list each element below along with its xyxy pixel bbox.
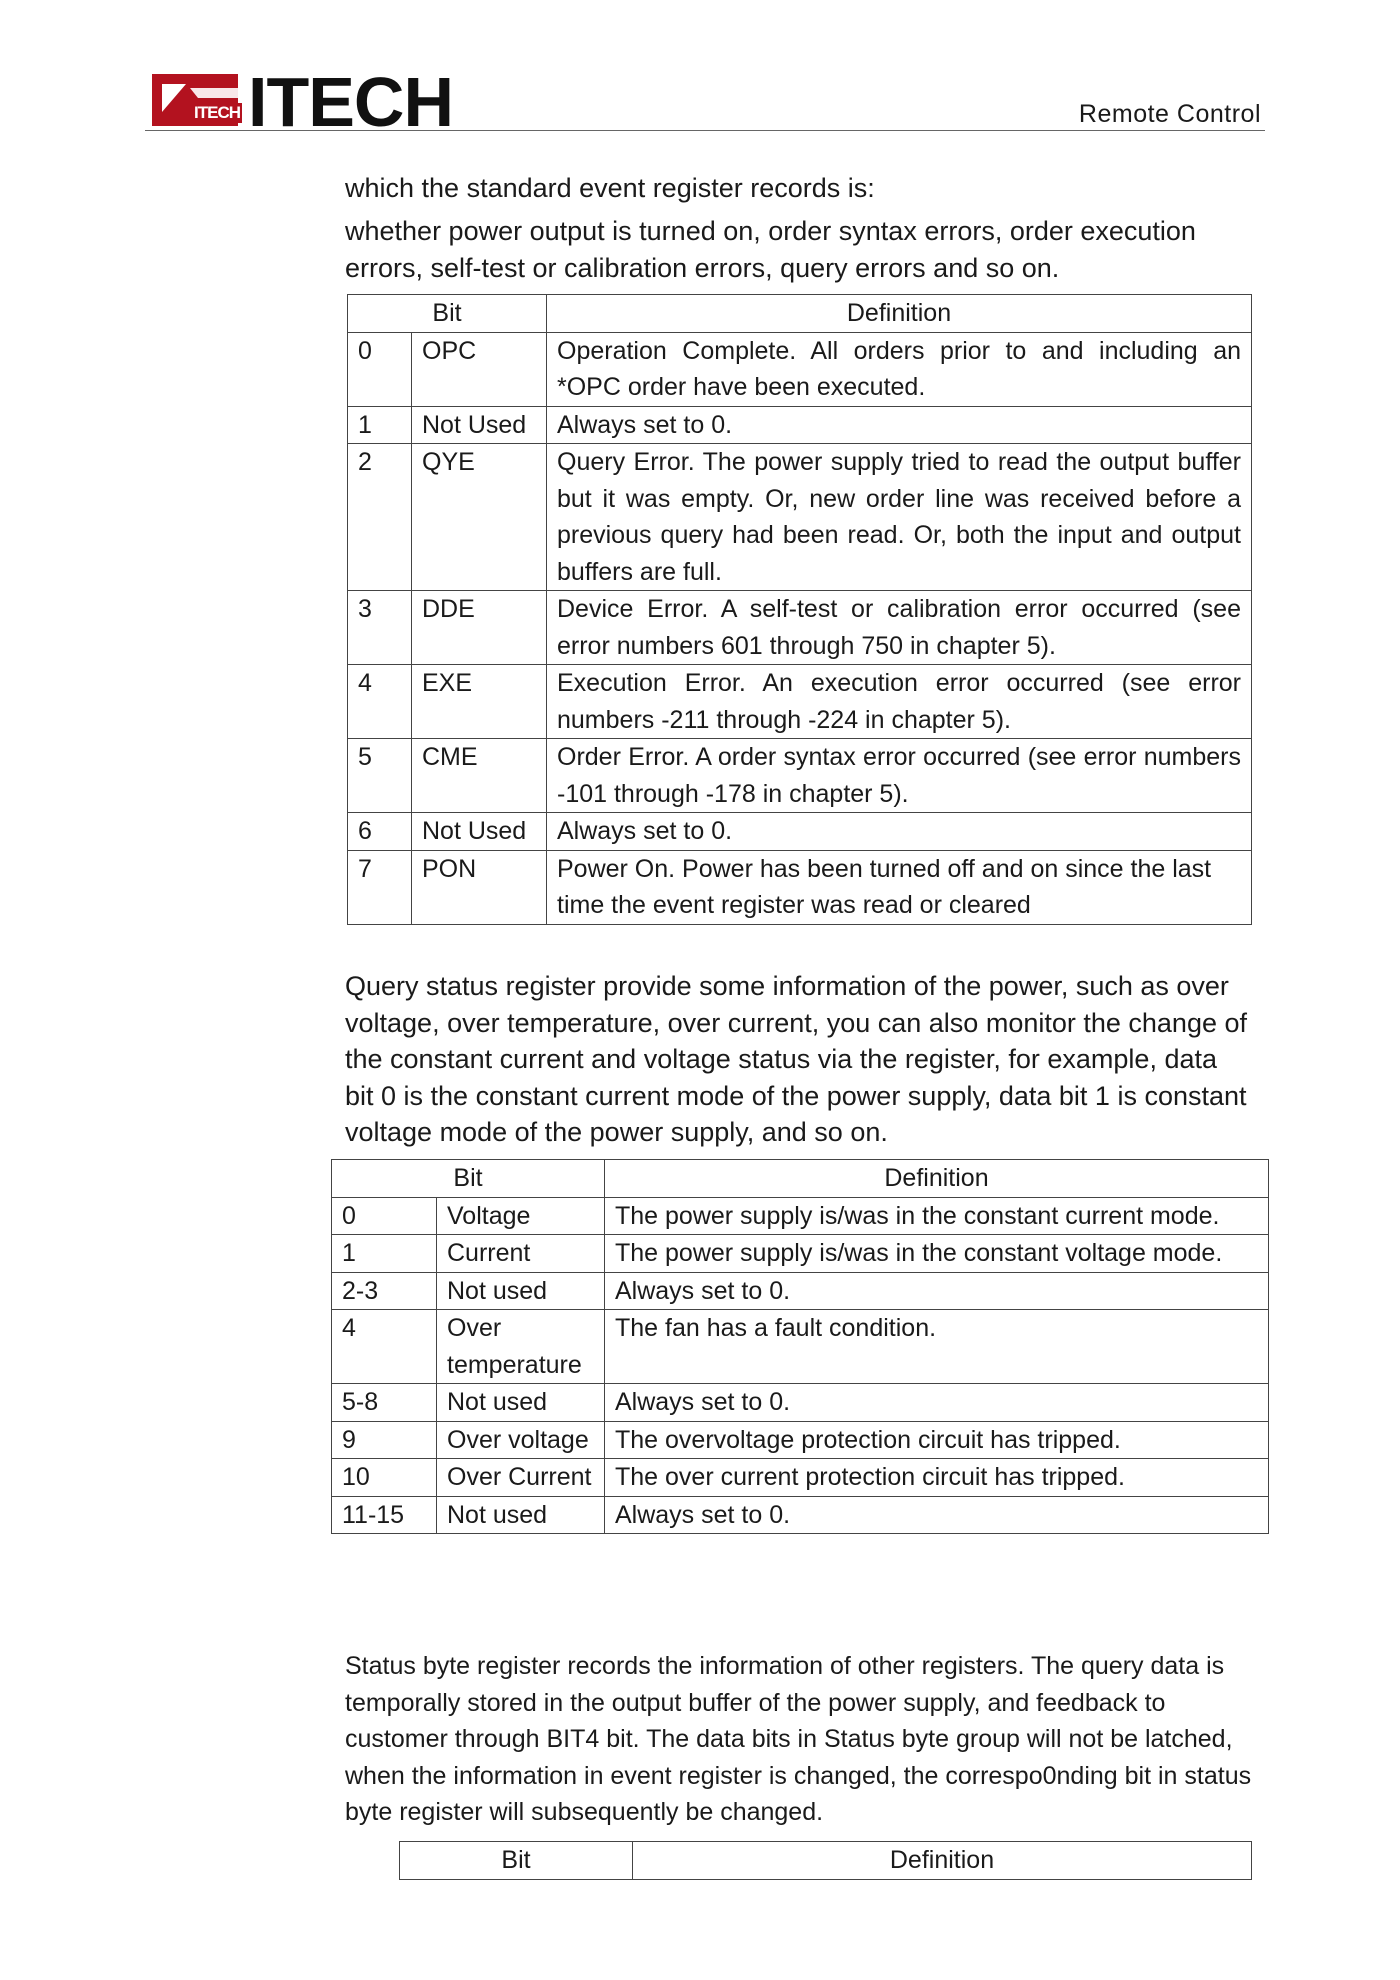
bit-number: 1: [348, 406, 412, 444]
bit-name: Over temperature: [437, 1310, 605, 1384]
bit-number: 5: [348, 739, 412, 813]
bit-definition: The fan has a fault condition.: [605, 1310, 1269, 1384]
header-bit: Bit: [348, 295, 547, 333]
bit-number: 0: [332, 1197, 437, 1235]
table-row: [332, 1496, 1269, 1534]
bit-number: 4: [332, 1310, 437, 1384]
table-row: [332, 1235, 1269, 1273]
bit-definition: Always set to 0.: [605, 1384, 1269, 1422]
bit-name: Not Used: [412, 406, 547, 444]
bit-number: 1: [332, 1235, 437, 1273]
table-header-row: [332, 1160, 1269, 1198]
bit-definition: The overvoltage protection circuit has tripped.: [605, 1421, 1269, 1459]
header-bit: Bit: [332, 1160, 605, 1198]
logo-wordmark: ITECH: [248, 63, 453, 141]
table-row: [348, 591, 1252, 665]
table-row: [348, 444, 1252, 591]
bit-definition: Always set to 0.: [547, 406, 1252, 444]
intro-line-1: which the standard event register records is:: [345, 173, 875, 203]
query-status-register-table: [331, 1159, 1269, 1534]
header-bit: Bit: [400, 1842, 633, 1880]
bit-name: OPC: [412, 332, 547, 406]
bit-number: 2-3: [332, 1272, 437, 1310]
bit-name: EXE: [412, 665, 547, 739]
logo-mark-icon: [152, 74, 238, 126]
table-row: [348, 332, 1252, 406]
bit-definition: Always set to 0.: [547, 813, 1252, 851]
bit-number: 0: [348, 332, 412, 406]
bit-number: 7: [348, 850, 412, 924]
bit-number: 2: [348, 444, 412, 591]
table-row: [332, 1310, 1269, 1384]
bit-definition: Power On. Power has been turned off and on since the last time the event register was read or cleared: [547, 850, 1252, 924]
standard-event-register-table: [347, 294, 1252, 925]
bit-number: 5-8: [332, 1384, 437, 1422]
bit-definition: Device Error. A self-test or calibration error occurred (see error numbers 601 through 750 in chapter 5).: [547, 591, 1252, 665]
table-row: [348, 813, 1252, 851]
table-header-row: [400, 1842, 1252, 1880]
bit-number: 11-15: [332, 1496, 437, 1534]
bit-number: 9: [332, 1421, 437, 1459]
bit-number: 3: [348, 591, 412, 665]
section-title: Remote Control: [1078, 100, 1261, 128]
bit-name: Current: [437, 1235, 605, 1273]
intro-line-2: whether power output is turned on, order syntax errors, order execution errors, self-test or calibration errors, query errors and so on.: [345, 216, 1196, 283]
bit-name: Not used: [437, 1272, 605, 1310]
bit-name: Over Current: [437, 1459, 605, 1497]
table-row: [332, 1459, 1269, 1497]
table-header-row: [348, 295, 1252, 333]
bit-name: CME: [412, 739, 547, 813]
bit-name: Voltage: [437, 1197, 605, 1235]
bit-definition: The power supply is/was in the constant current mode.: [605, 1197, 1269, 1235]
bit-number: 4: [348, 665, 412, 739]
bit-definition: Operation Complete. All orders prior to and including an *OPC order have been executed.: [547, 332, 1252, 406]
table-row: [348, 665, 1252, 739]
bit-name: Not used: [437, 1384, 605, 1422]
bit-definition: Order Error. A order syntax error occurred (see error numbers -101 through -178 in chapter 5).: [547, 739, 1252, 813]
bit-definition: Always set to 0.: [605, 1272, 1269, 1310]
bit-definition: The power supply is/was in the constant voltage mode.: [605, 1235, 1269, 1273]
header-definition: Definition: [605, 1160, 1269, 1198]
header-definition: Definition: [633, 1842, 1252, 1880]
bit-name: QYE: [412, 444, 547, 591]
status-byte-paragraph: Status byte register records the information of other registers. The query data is temporally stored in the output buffer of the power supply, and feedback to customer through BIT4 bit. The data bits in Status byte group will not be latched, when the information in event register is changed, the correspo0nding bit in status byte register will subsequently be changed.: [345, 1652, 1252, 1826]
bit-definition: Execution Error. An execution error occurred (see error numbers -211 through -224 in chapter 5).: [547, 665, 1252, 739]
table-row: [332, 1421, 1269, 1459]
bit-name: Over voltage: [437, 1421, 605, 1459]
bit-name: Not used: [437, 1496, 605, 1534]
status-byte-register-table: [399, 1841, 1252, 1880]
bit-name: PON: [412, 850, 547, 924]
bit-definition: Always set to 0.: [605, 1496, 1269, 1534]
bit-number: 10: [332, 1459, 437, 1497]
table-row: [332, 1384, 1269, 1422]
table-row: [332, 1197, 1269, 1235]
bit-name: DDE: [412, 591, 547, 665]
query-status-paragraph: Query status register provide some information of the power, such as over voltage, over temperature, over current, you can also monitor the change of the constant current and voltage status via the register, for example, data bit 0 is the constant current mode of the power supply, data bit 1 is constant voltage mode of the power supply, and so on.: [345, 971, 1247, 1147]
header-definition: Definition: [547, 295, 1252, 333]
table-row: [348, 850, 1252, 924]
table-row: [348, 739, 1252, 813]
table-row: [348, 406, 1252, 444]
page-header: [145, 63, 1265, 141]
bit-definition: Query Error. The power supply tried to read the output buffer but it was empty. Or, new order line was received before a previous query had been read. Or, both the input and output buffers are full.: [547, 444, 1252, 591]
bit-number: 6: [348, 813, 412, 851]
bit-name: Not Used: [412, 813, 547, 851]
table-row: [332, 1272, 1269, 1310]
bit-definition: The over current protection circuit has tripped.: [605, 1459, 1269, 1497]
logo-small-text: ITECH: [194, 103, 240, 122]
